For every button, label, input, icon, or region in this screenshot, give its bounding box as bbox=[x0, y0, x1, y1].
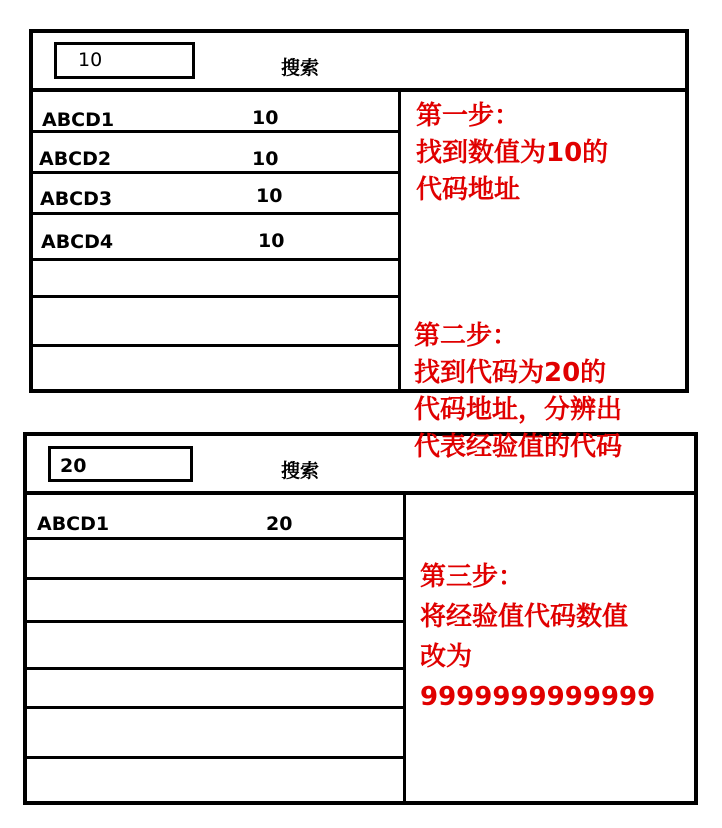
step-2-line: 代表经验值的代码 bbox=[414, 432, 623, 462]
panel-2-row-line bbox=[25, 577, 403, 580]
step-1-line: 代码地址 bbox=[416, 175, 521, 205]
panel-2-search-value: 20 bbox=[60, 455, 87, 477]
row-value: 10 bbox=[256, 185, 283, 207]
step-2-note bbox=[414, 318, 622, 466]
row-value: 10 bbox=[252, 148, 279, 170]
step-2-line: 代码地址，分辨出 bbox=[414, 395, 623, 425]
panel-1-row-line bbox=[31, 295, 399, 298]
step-3-line: 将经验值代码数值 bbox=[420, 602, 629, 632]
step-3-line: 改为 bbox=[420, 642, 473, 672]
step-1-line: 找到数值为10的 bbox=[416, 138, 609, 168]
step-1-note bbox=[416, 98, 608, 209]
row-code: ABCD1 bbox=[42, 109, 115, 131]
panel-2-list-divider bbox=[403, 493, 406, 804]
row-value: 10 bbox=[258, 230, 285, 252]
panel-1-header-divider bbox=[29, 88, 689, 92]
panel-1-search-input[interactable] bbox=[54, 42, 195, 79]
panel-2-row-line bbox=[25, 620, 403, 623]
row-code: ABCD3 bbox=[40, 188, 113, 210]
step-3-line: 9999999999999 bbox=[420, 682, 656, 712]
panel-2-header-divider bbox=[23, 491, 698, 495]
panel-1-search-button[interactable]: 搜索 bbox=[281, 57, 320, 79]
panel-1-row-line bbox=[31, 212, 399, 215]
panel-1-search-value: 10 bbox=[78, 49, 103, 71]
step-2-line: 第二步： bbox=[414, 321, 519, 351]
panel-2-search-button[interactable]: 搜索 bbox=[281, 460, 320, 482]
panel-2-row-line bbox=[25, 537, 403, 540]
panel-1-row-line bbox=[31, 258, 399, 261]
step-1-line: 第一步： bbox=[416, 101, 521, 131]
step-3-note bbox=[420, 557, 655, 717]
row-code: ABCD1 bbox=[37, 513, 110, 535]
row-value: 20 bbox=[266, 513, 293, 535]
step-2-line: 找到代码为20的 bbox=[414, 358, 607, 388]
panel-2-row-line bbox=[25, 756, 403, 759]
panel-1-row-line bbox=[31, 344, 399, 347]
step-3-line: 第三步： bbox=[420, 562, 525, 592]
panel-2-row-line bbox=[25, 706, 403, 709]
row-value: 10 bbox=[252, 107, 279, 129]
panel-1-row-line bbox=[31, 171, 399, 174]
row-code: ABCD2 bbox=[39, 148, 112, 170]
row-code: ABCD4 bbox=[41, 231, 114, 253]
panel-2-row-line bbox=[25, 667, 403, 670]
